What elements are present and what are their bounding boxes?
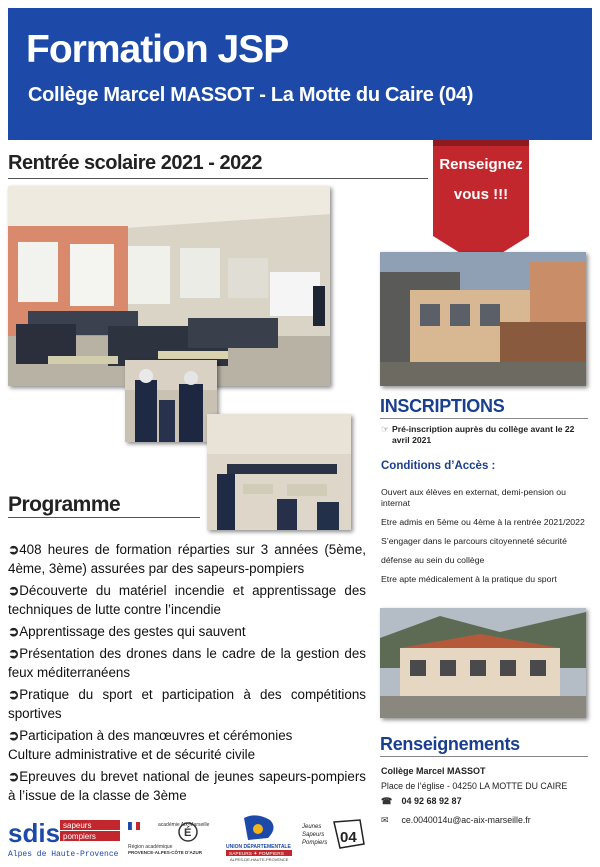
gym-photo (207, 414, 351, 530)
preinscription-note: ☞ Pré-inscription auprès du collège avant le 22 avril 2021 (381, 424, 575, 445)
list-item: ➲Pratique du sport et participation à des compétitions sportives (8, 687, 366, 721)
inscriptions-heading: INSCRIPTIONS (380, 396, 505, 416)
classroom-photo (8, 186, 330, 386)
list-item: ➲Participation à des manœuvres et cérémonies Culture administrative et de sécurité civile (8, 728, 293, 762)
arrow-icon: ➲ (8, 769, 20, 784)
jsp-word3: Pompiers (302, 840, 328, 846)
firefighters-photo (125, 360, 217, 442)
arrow-icon: ➲ (8, 728, 20, 743)
header-banner (8, 8, 592, 140)
logos-strip (8, 814, 368, 862)
email-line (381, 815, 531, 826)
conditions-list (381, 487, 593, 593)
list-item: ➲408 heures de formation réparties sur 3 années (5ème, 4ème, 3ème) assurées par des sapeurs-pompiers (8, 542, 366, 576)
conditions-heading: Conditions d’Accès : (381, 460, 496, 472)
list-item: Etre apte médicalement à la pratique du sport (381, 574, 557, 584)
ribbon-line1: Renseignez (439, 156, 523, 173)
svg-text:É: É (184, 827, 192, 839)
list-item: S’engager dans le parcours citoyenneté sécurité (381, 536, 567, 546)
list-item: Etre admis en 5ème ou 4ème à la rentrée 2021/2022 (381, 517, 585, 527)
jsp-word2: Sapeurs (302, 832, 325, 838)
list-item: défense au sein du collège (381, 555, 485, 565)
arrow-icon: ➲ (8, 624, 20, 639)
programme-list (8, 540, 366, 808)
list-item: ➲Apprentissage des gestes qui sauvent (8, 624, 246, 639)
list-item: ➲Epreuves du brevet national de jeunes sapeurs-pompiers à l’issue de la classe de 3ème (8, 769, 366, 803)
jsp-word1: Jeunes (302, 824, 322, 830)
arrow-icon: ➲ (8, 583, 20, 598)
sdis-logo-text: sdis (8, 818, 61, 848)
jsp-number: 04 (340, 829, 357, 846)
school-year-heading: Rentrée scolaire 2021 - 2022 (8, 152, 262, 174)
page-subtitle: Collège Marcel MASSOT - La Motte du Caire (04) (28, 84, 474, 106)
academie-label: académie Aix-Marseille (158, 822, 210, 828)
sdis-logo-sub: Alpes de Haute-Provence (8, 850, 119, 859)
ribbon-text (433, 150, 529, 210)
sdis-logo-word2: pompiers (63, 832, 96, 841)
arrow-icon: ➲ (8, 646, 20, 661)
sdis-logo-word1: sapeurs (63, 821, 92, 830)
page-title: Formation JSP (26, 28, 289, 71)
school-building-photo (380, 608, 586, 718)
ud-line2: SAPEURS ✦ POMPIERS (229, 852, 284, 857)
list-item: Ouvert aux élèves en externat, demi-pension ou internat (381, 487, 566, 508)
ud-line3: ALPES-DE-HAUTE-PROVENCE (230, 857, 289, 862)
mail-icon: ✉ (381, 815, 389, 825)
phone-icon: ☎ (381, 796, 393, 806)
list-item: ➲Découverte du matériel incendie et apprentissage des techniques de lutte contre l’incendie (8, 583, 366, 617)
list-item: ➲Présentation des drones dans le cadre de la gestion des feux méditerranéens (8, 646, 366, 680)
school-year-underline (8, 178, 428, 179)
arrow-icon: ➲ (8, 542, 20, 557)
building-photo (380, 252, 586, 386)
programme-heading: Programme (8, 493, 121, 516)
inscriptions-underline (380, 418, 588, 419)
ribbon-line2: vous !!! (453, 186, 509, 203)
arrow-icon: ➲ (8, 687, 20, 702)
renseignements-underline (380, 756, 588, 757)
renseignements-heading: Renseignements (380, 734, 520, 754)
phone-line (381, 796, 462, 807)
college-address: Place de l’église - 04250 LA MOTTE DU CAIRE (381, 781, 568, 791)
programme-underline (8, 517, 200, 518)
phone-number[interactable]: 04 92 68 92 87 (401, 796, 462, 806)
region-line2: PROVENCE-ALPES-CÔTE D’AZUR (128, 850, 203, 855)
ud-line1: UNION DÉPARTEMENTALE (226, 844, 291, 850)
region-line1: Région académique (128, 844, 173, 850)
partner-logos (8, 814, 368, 862)
email-link[interactable]: ce.0040014u@ac-aix-marseille.fr (401, 815, 531, 825)
college-name: Collège Marcel MASSOT (381, 766, 486, 776)
pointing-hand-icon: ☞ (381, 424, 390, 434)
